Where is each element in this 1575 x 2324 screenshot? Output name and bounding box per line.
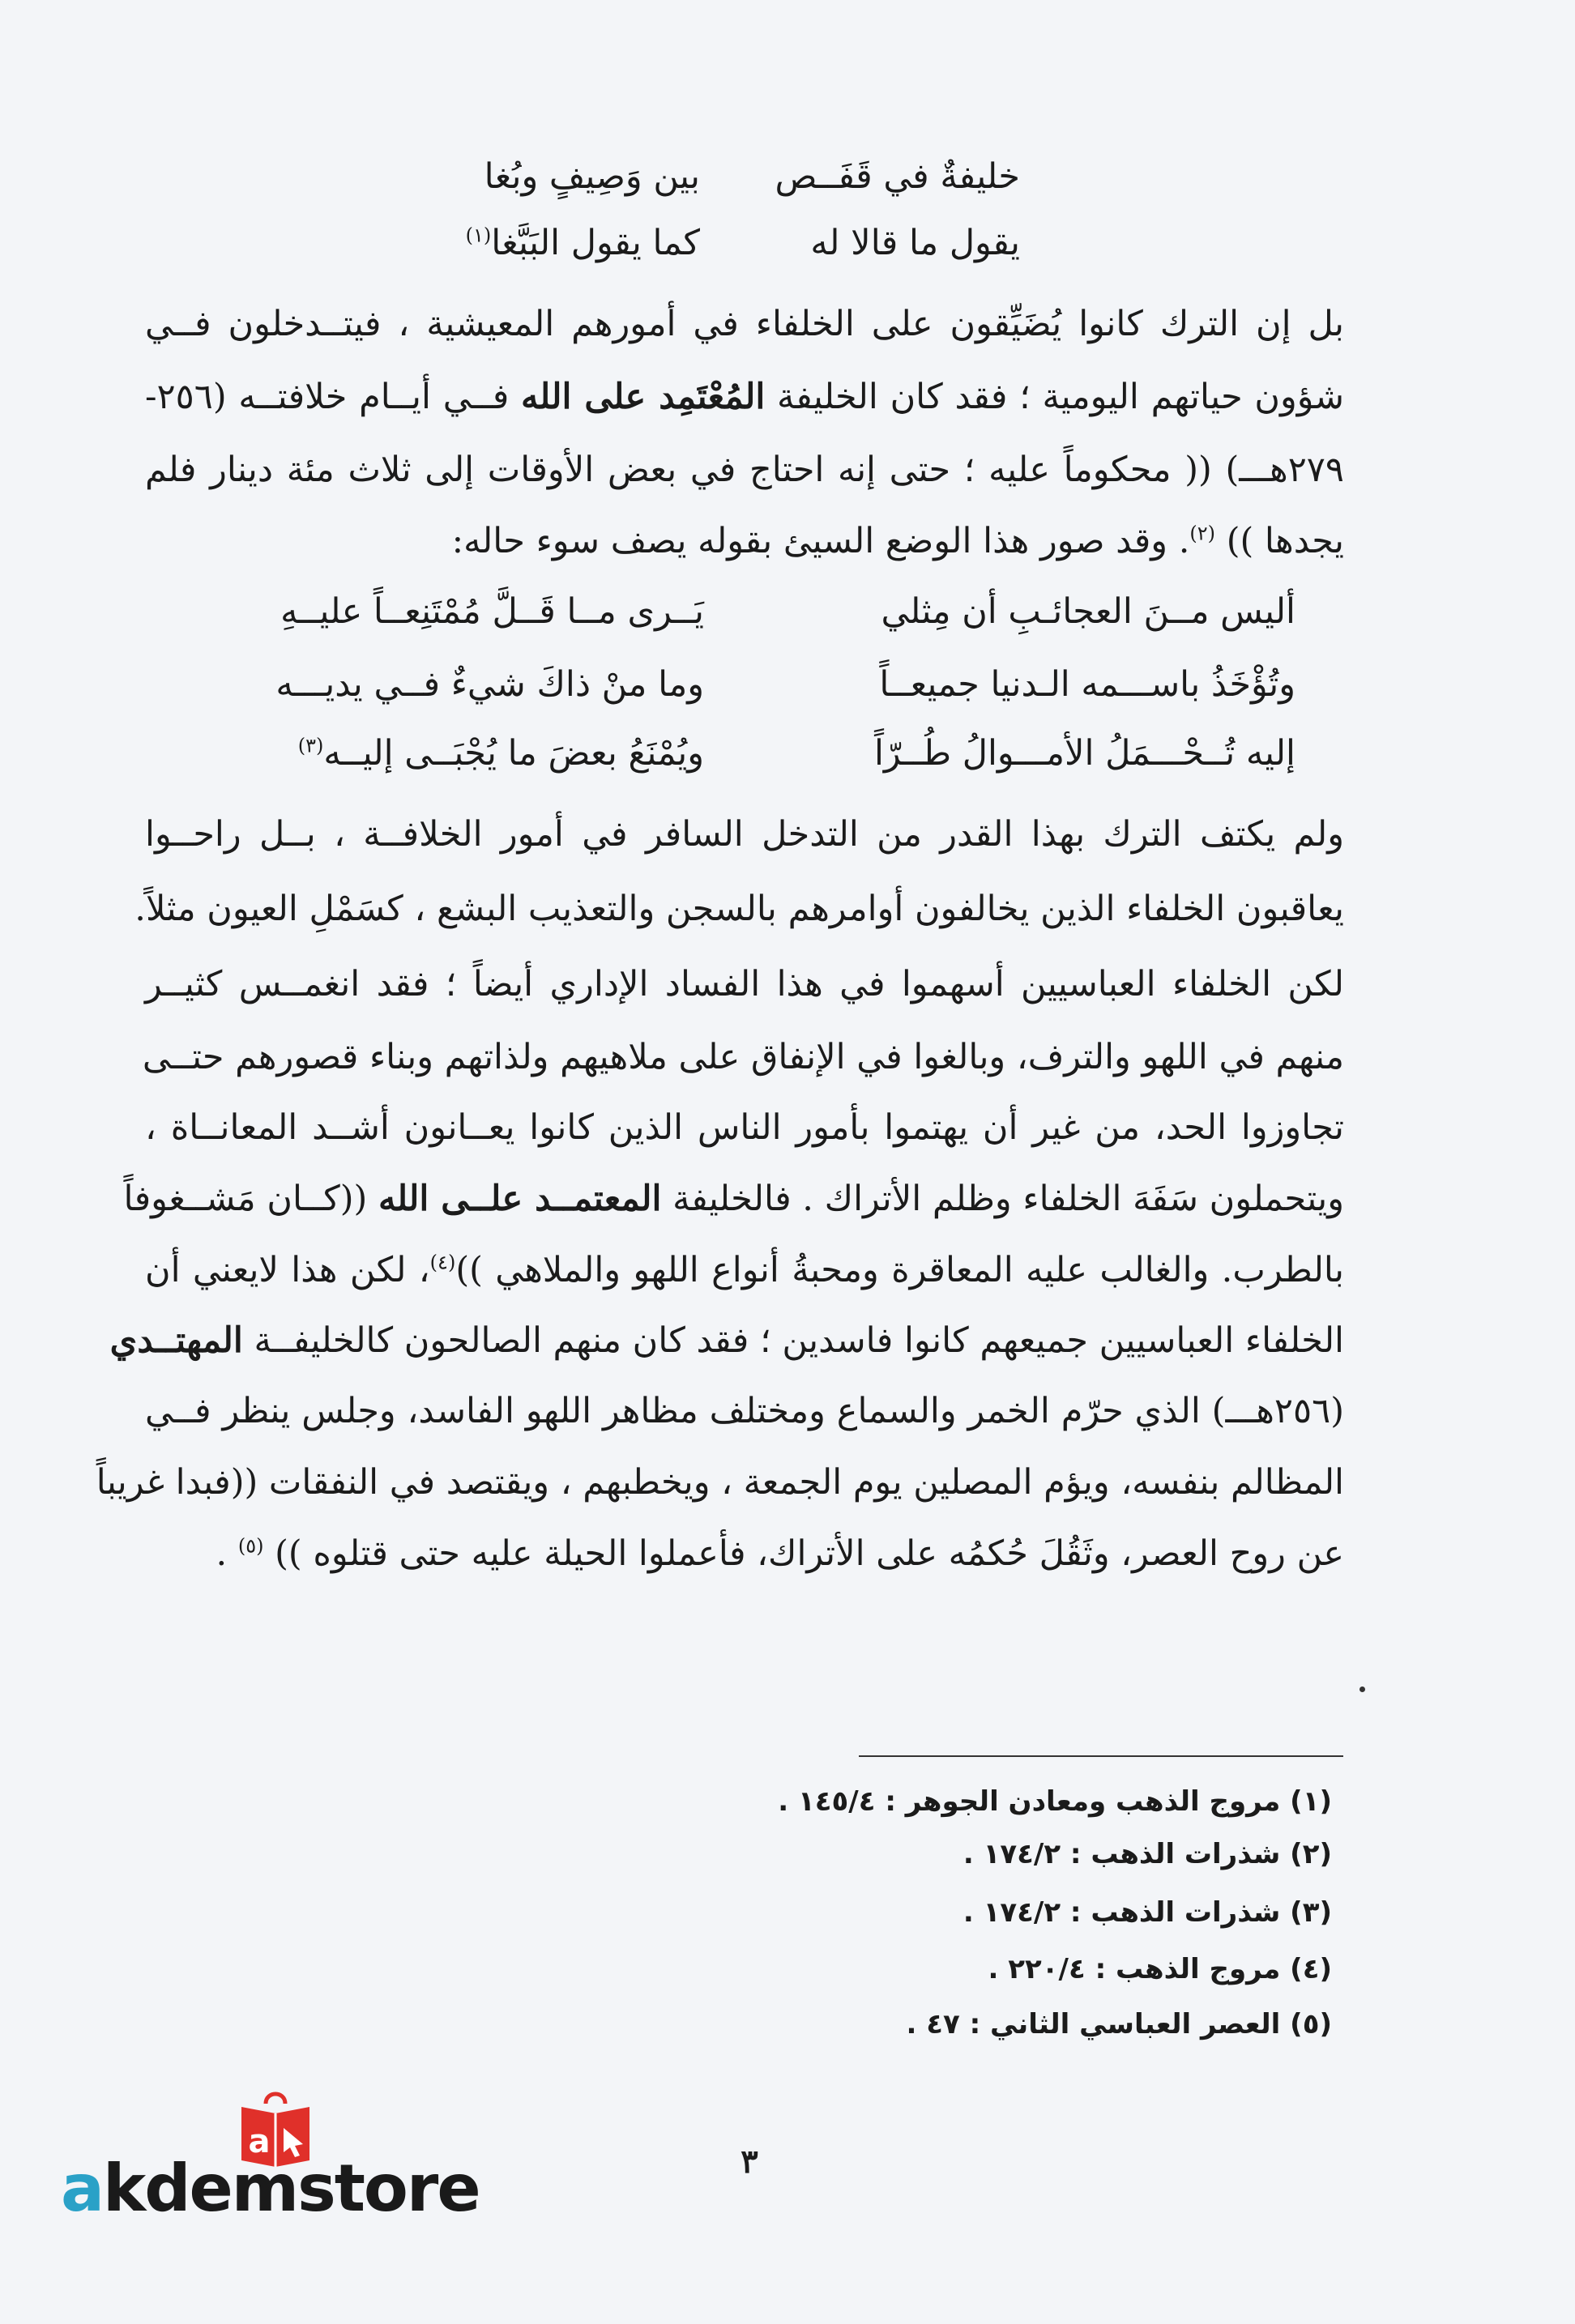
footnote-marker: (١): [465, 224, 492, 247]
para2-line2: يعاقبون الخلفاء الذين يخالفون أوامرهم بالسجن والتعذيب البشع ، كسَمْلِ العيون مثلاً.: [134, 889, 1344, 929]
bold-name: المعتمــد علــى الله: [378, 1179, 662, 1219]
footnote-marker: (٤): [429, 1251, 456, 1274]
para3-line3: تجاوزوا الحد، من غير أن يهتموا بأمور الناس الذين كانوا يعــانون أشــد المعانــاة ،: [145, 1107, 1344, 1148]
para2-line1: ولم يكتف الترك بهذا القدر من التدخل السافر في أمور الخلافــة ، بــل راحــوا: [145, 814, 1344, 855]
para3-line7: (٢٥٦هـــ) الذي حرّم الخمر والسماع ومختلف مظاهر اللهو الفاسد، وجلس ينظر فــي: [145, 1391, 1344, 1431]
footnote-marker: (٣): [297, 734, 324, 757]
poem2-line3-right: إليه تُــحْـــمَلُ الأمـــوالُ طُــرّاً: [873, 733, 1295, 774]
bold-name: المهتــدي: [109, 1320, 243, 1361]
logo-wordmark: akdemstore: [61, 2151, 480, 2226]
footnote-1: (١) مروج الذهب ومعادن الجوهر : ١٤٥/٤ .: [778, 1785, 1332, 1818]
para3-line9: عن روح العصر، وثَقُلَ حُكمُه على الأتراك، فأعملوا الحيلة عليه حتى قتلوه )) $^{(٥)}$ .: [216, 1533, 1344, 1574]
para3-line1: لكن الخلفاء العباسيين أسهموا في هذا الفساد الإداري أيضاً ؛ فقد انغمــس كثيــر: [145, 964, 1344, 1004]
para3-line6: الخلفاء العباسيين جميعهم كانوا فاسدين ؛ فقد كان منهم الصالحون كالخليفــة المهتــدي: [109, 1320, 1344, 1361]
bold-name: المُعْتَمِد على الله: [521, 377, 766, 417]
badge-letter: a: [248, 2123, 271, 2160]
footnote-marker: (٢): [1189, 522, 1216, 545]
poem2-line2-right: وتُؤْخَذُ باســـمه الـدنيا جميعــاً: [879, 664, 1295, 705]
poem1-line2-right: يقول ما قالا له: [810, 223, 1020, 263]
para1-line2: شؤون حياتهم اليومية ؛ فقد كان الخليفة المُعْتَمِد على الله فــي أيــام خلافتــه (٢٥٦-: [145, 377, 1344, 417]
para1-line1: بل إن الترك كانوا يُضَيِّقون على الخلفاء في أمورهم المعيشية ، فيتــدخلون فــي: [145, 304, 1344, 344]
footnote-5: (٥) العصر العباسي الثاني : ٤٧ .: [906, 2008, 1332, 2040]
footnote-4: (٤) مروج الذهب : ٢٢٠/٤ .: [988, 1953, 1332, 1985]
para3-line5: بالطرب. والغالب عليه المعاقرة ومحبةُ أنواع اللهو والملاهي ))$^{(٤)}$، لكن هذا لايعني أن: [145, 1250, 1345, 1290]
poem2-line1-right: أليس مــنَ العجائـبِ أن مِثلي: [881, 591, 1295, 632]
poem2-line3-left: ويُمْنَعُ بعضَ ما يُجْبَــى إليــه$^{(٣)}$: [297, 733, 704, 774]
poem1-line2-left: كما يقول البَبَّغا$^{(١)}$: [465, 223, 700, 263]
para3-line2: منهم في اللهو والترف، وبالغوا في الإنفاق على ملاهيهم ولذاتهم وبناء قصورهم حتــى: [142, 1037, 1344, 1077]
footnote-marker: (٥): [237, 1534, 264, 1558]
akdemstore-logo: [61, 2086, 514, 2226]
page-number: ٣: [741, 2143, 758, 2181]
para1-line3: ٢٧٩هـــ) (( محكوماً عليه ؛ حتى إنه احتاج في بعض الأوقات إلى ثلاث مئة دينار فلم: [145, 450, 1344, 490]
footnote-2: (٢) شذرات الذهب : ١٧٤/٢ .: [962, 1838, 1332, 1870]
para3-line8: المظالم بنفسه، ويؤم المصلين يوم الجمعة ، ويخطبهم ، ويقتصد في النفقات ((فبدا غريباً: [96, 1462, 1344, 1503]
poem2-line1-left: يَــرى مــا قَــلَّ مُمْتَنِعــاً عليــهِ: [280, 591, 704, 632]
stray-mark: [1359, 1686, 1365, 1692]
para1-line4: يجدها )) $^{(٢)}$. وقد صور هذا الوضع السيئ بقوله يصف سوء حاله:: [451, 521, 1344, 561]
footnote-3: (٣) شذرات الذهب : ١٧٤/٢ .: [962, 1896, 1332, 1929]
poem2-line2-left: وما منْ ذاكَ شيءٌ فــي يديـــه: [275, 664, 704, 705]
footnote-separator: [859, 1755, 1343, 1757]
para3-line4: ويتحملون سَفَهَ الخلفاء وظلم الأتراك . فالخليفة المعتمــد علــى الله ((كــان مَشــغوفاً: [123, 1179, 1344, 1219]
poem1-line1-left: بين وَصِيفٍ وبُغا: [484, 156, 700, 197]
poem1-line1-right: خليفةٌ في قَفَــص: [775, 156, 1020, 197]
